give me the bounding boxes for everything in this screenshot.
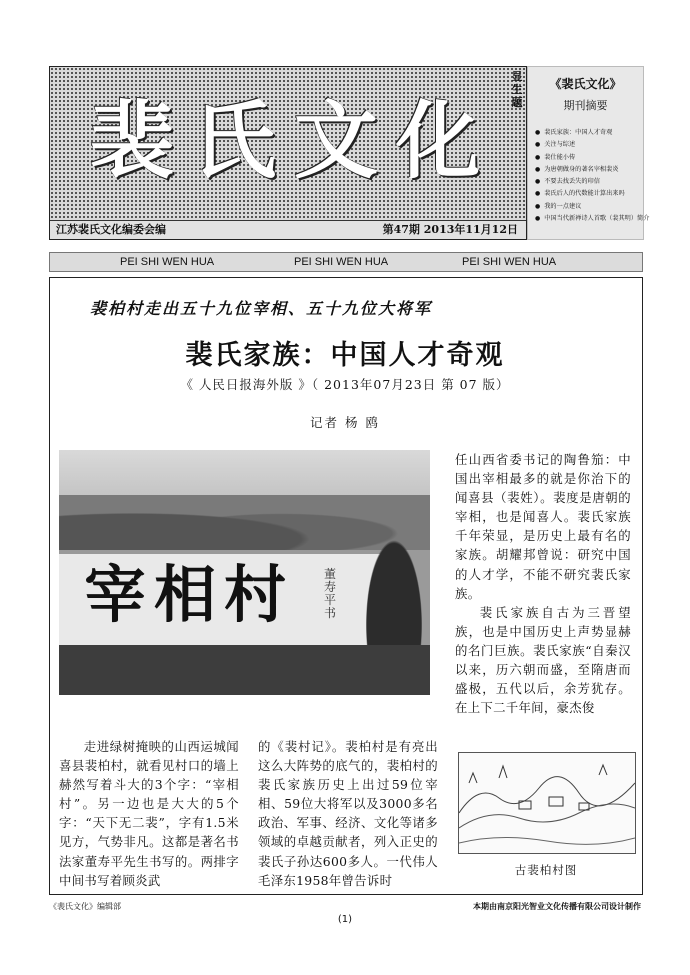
paragraph: 裴氏家族自古为三晋望族，也是中国历史上声势显赫的名门巨族。裴氏家族“自秦汉以来，历六朝而盛，至隋唐而盛极，五代以后，余芳犹存。在上下二千年间，豪杰俊 [455, 604, 631, 716]
paragraph: 的《裴村记》。裴柏村是有亮出这么大阵势的底气的，裴柏村的裴氏家族历史上出过59位宰相、59位大将军以及3000多名政治、军事、经济、文化等诸多领域的卓越贡献者，列入正史的裴氏子孙达600多人。一代伟人毛泽东1958年曾告诉时 [258, 739, 438, 888]
pinyin-bar [49, 252, 643, 272]
title-inscription-note: 显生题 [511, 70, 523, 109]
summary-item: ● 裴氏家族：中国人才奇观 [535, 127, 643, 139]
summary-item: ● 不要去找丢失的印信 [535, 176, 643, 188]
masthead-title: 裴氏文化 [90, 91, 499, 190]
masthead-info-bar [50, 220, 526, 239]
summary-item: ● 关注与综述 [535, 139, 643, 151]
summary-item: ● 为唐朝做身的著名宰相裴炎 [535, 164, 643, 176]
summary-item: ● 裴仕能小传 [535, 152, 643, 164]
photo-calligrapher-signature: 董寿平书 [324, 567, 337, 620]
issue-summary [527, 66, 650, 240]
village-wall-photo [59, 450, 430, 695]
paragraph: 任山西省委书记的陶鲁笳：中国出宰相最多的就是你治下的闻喜县（裴姓）。裴度是唐朝的宰相，也是闻喜人。裴氏家族千年荣显，是历史上最有名的家族。胡耀邦曾说：研究中国的人才学，不能不研究裴氏家族。 [455, 452, 631, 601]
article-column-bottom-middle [258, 737, 438, 890]
summary-list [535, 127, 650, 225]
article-headline: 裴氏家族：中国人才奇观 [185, 340, 505, 371]
pinyin-label: PEI SHI WEN HUA [294, 256, 389, 268]
article-byline: 记者 杨 鸥 [310, 415, 380, 430]
summary-title: 《裴氏文化》 [549, 77, 622, 91]
article-column-right [455, 450, 631, 717]
ancient-village-drawing [458, 752, 636, 854]
footer-editorial: 《裴氏文化》编辑部 [49, 902, 121, 911]
summary-item: ● 我的一点建议 [535, 201, 643, 213]
footer-credit: 本期由南京阳光智业文化传播有限公司设计制作 [473, 902, 641, 911]
article-source: 《 人民日报海外版 》（ 2013年07月23日 第 07 版） [180, 377, 510, 392]
pinyin-label: PEI SHI WEN HUA [462, 256, 557, 268]
page-number: (1) [337, 914, 353, 925]
article-kicker: 裴柏村走出五十九位宰相、五十九位大将军 [90, 299, 433, 318]
photo-wall-inscription: 宰相村 [84, 558, 295, 631]
masthead [49, 66, 527, 240]
paragraph: 走进绿树掩映的山西运城闻喜县裴柏村，就看见村口的墙上赫然写着斗大的3个字：“宰相村”。另一边也是大大的5个字：“天下无二裴”，字有1.5米见方，气势非凡。这都是著名书法家董寿平先生书写的。两排字中间书写着顾炎武 [59, 739, 239, 888]
summary-subtitle: 期刊摘要 [563, 99, 608, 112]
summary-item: ● 裴氏后人的代数能计算出来吗 [535, 188, 643, 200]
pinyin-label: PEI SHI WEN HUA [120, 256, 215, 268]
article-column-bottom-left [59, 737, 239, 890]
publisher: 江苏裴氏文化编委会编 [56, 223, 166, 236]
photo-shrubs [59, 645, 430, 695]
summary-item: ● 中国当代新禅诗人首歌（裴其明）简介 [535, 213, 643, 225]
issue-date: 第47期 2013年11月12日 [382, 223, 518, 236]
drawing-caption: 古裴柏村图 [514, 863, 578, 877]
